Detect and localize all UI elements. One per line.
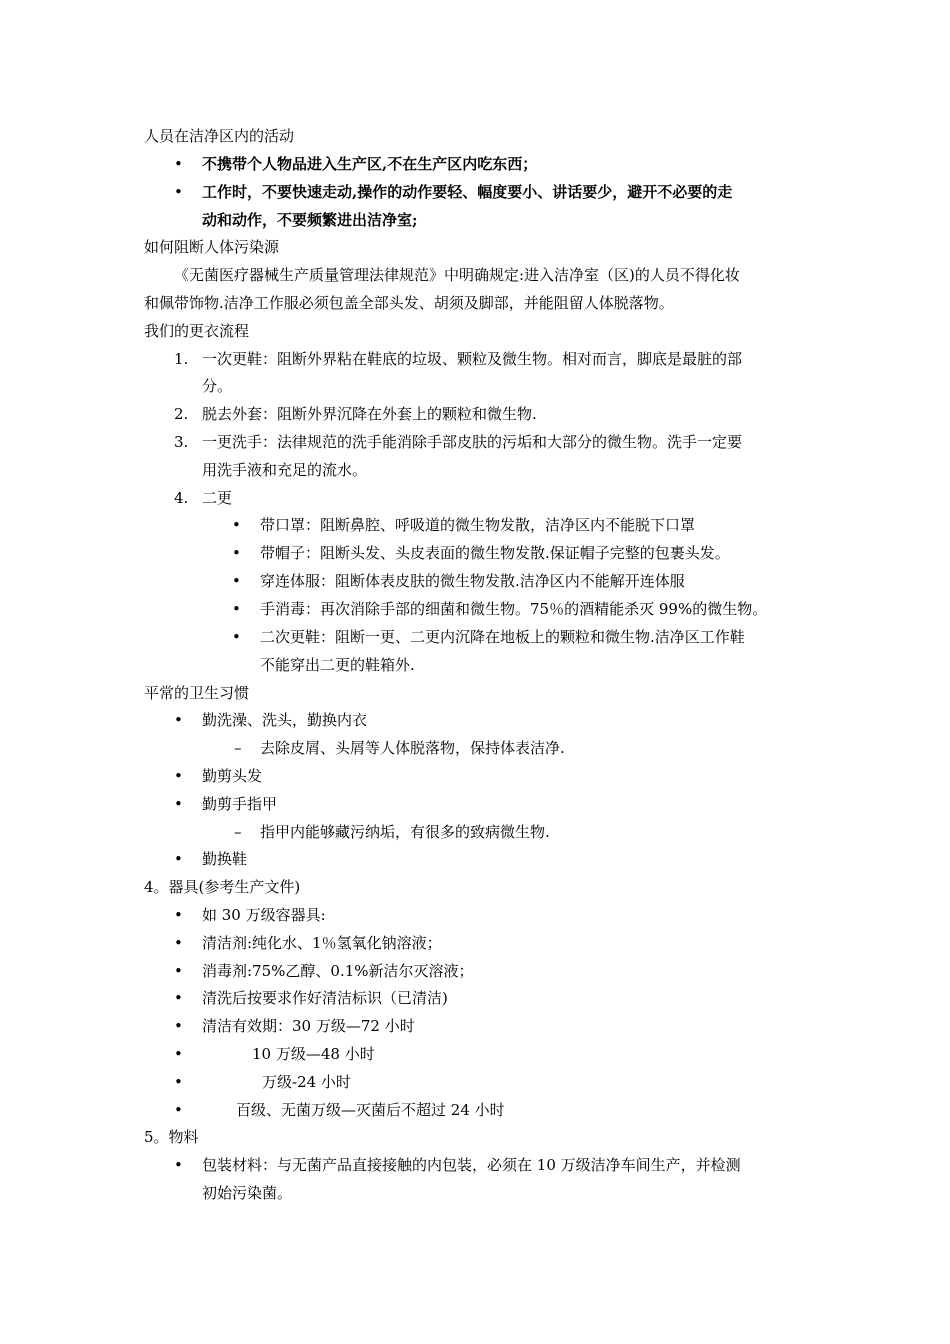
- bullet-marker: •: [232, 544, 241, 562]
- list-item: 勤剪手指甲: [202, 795, 278, 813]
- list-item: 勤换鞋: [202, 850, 248, 868]
- section-heading-contamination: 如何阻断人体污染源: [144, 238, 280, 256]
- list-item-continuation: 用洗手液和充足的流水。: [202, 461, 368, 479]
- sub-list-item: 手消毒：再次消除手部的细菌和微生物。75％的酒精能杀灭 99%的微生物。: [260, 600, 768, 618]
- bullet-marker: •: [174, 1073, 183, 1091]
- bullet-marker: •: [232, 572, 241, 590]
- list-item: 百级、无菌万级—灭菌后不超过 24 小时: [236, 1101, 505, 1119]
- bullet-marker: •: [232, 600, 241, 618]
- bullet-marker: •: [174, 906, 183, 924]
- sub-list-item: 带帽子：阻断头发、头皮表面的微生物发散.保证帽子完整的包裹头发。: [260, 544, 730, 562]
- section-heading-activities: 人员在洁净区内的活动: [144, 127, 295, 145]
- list-item: 如 30 万级容器具:: [202, 906, 326, 924]
- sub-list-item-continuation: 不能穿出二更的鞋箱外.: [260, 656, 415, 674]
- paragraph-line: 《无菌医疗器械生产质量管理法律规范》中明确规定:进入洁净室（区)的人员不得化妆: [174, 266, 740, 284]
- dash-marker: –: [234, 739, 242, 757]
- bullet-marker: •: [174, 1017, 183, 1035]
- dash-marker: –: [234, 823, 242, 841]
- list-item-continuation: 动和动作，不要频繁进出洁净室;: [202, 211, 418, 229]
- bullet-marker: •: [174, 850, 183, 868]
- number-marker: 2.: [174, 405, 189, 423]
- paragraph-line: 和佩带饰物.洁净工作服必须包盖全部头发、胡须及脚部，并能阻留人体脱落物。: [144, 294, 674, 312]
- bullet-marker: •: [174, 1156, 183, 1174]
- list-item: 清洁有效期：30 万级—72 小时: [202, 1017, 415, 1035]
- section-heading-hygiene: 平常的卫生习惯: [144, 684, 250, 702]
- list-item: 清洗后按要求作好清洁标识（已清洁): [202, 989, 448, 1007]
- bullet-marker: •: [174, 767, 183, 785]
- list-item: 工作时，不要快速走动,操作的动作要轻、幅度要小、讲话要少，避开不必要的走: [202, 183, 733, 201]
- list-item-continuation: 初始污染菌。: [202, 1184, 293, 1202]
- number-marker: 1.: [174, 350, 189, 368]
- bullet-marker: •: [232, 628, 241, 646]
- section-heading-equipment: 4。器具(参考生产文件): [144, 878, 301, 896]
- bullet-marker: •: [174, 183, 183, 201]
- list-item: 10 万级—48 小时: [252, 1045, 375, 1063]
- bullet-marker: •: [174, 711, 183, 729]
- sub-list-item: 去除皮屑、头屑等人体脱落物，保持体表洁净.: [260, 739, 565, 757]
- bullet-marker: •: [174, 155, 183, 173]
- list-item: 脱去外套：阻断外界沉降在外套上的颗粒和微生物.: [202, 405, 537, 423]
- sub-list-item: 二次更鞋：阻断一更、二更内沉降在地板上的颗粒和微生物.洁净区工作鞋: [260, 628, 745, 646]
- list-item: 勤洗澡、洗头，勤换内衣: [202, 711, 368, 729]
- list-item: 二更: [202, 489, 233, 507]
- list-item: 万级-24 小时: [262, 1073, 351, 1091]
- sub-list-item: 带口罩：阻断鼻腔、呼吸道的微生物发散，洁净区内不能脱下口罩: [260, 516, 696, 534]
- number-marker: 4.: [174, 489, 189, 507]
- bullet-marker: •: [174, 795, 183, 813]
- number-marker: 3.: [174, 433, 189, 451]
- bullet-marker: •: [232, 516, 241, 534]
- section-heading-materials: 5。物料: [144, 1128, 199, 1146]
- bullet-marker: •: [174, 934, 183, 952]
- list-item: 一次更鞋：阻断外界粘在鞋底的垃圾、颗粒及微生物。相对而言，脚底是最脏的部: [202, 350, 743, 368]
- bullet-marker: •: [174, 962, 183, 980]
- list-item: 消毒剂:75%乙醇、0.1%新洁尔灭溶液；: [202, 962, 474, 980]
- section-heading-gowning: 我们的更衣流程: [144, 322, 250, 340]
- list-item: 勤剪头发: [202, 767, 263, 785]
- bullet-marker: •: [174, 1101, 183, 1119]
- list-item: 一更洗手：法律规范的洗手能消除手部皮肤的污垢和大部分的微生物。洗手一定要: [202, 433, 743, 451]
- bullet-marker: •: [174, 989, 183, 1007]
- sub-list-item: 指甲内能够藏污纳垢，有很多的致病微生物.: [260, 823, 550, 841]
- list-item: 清洁剂:纯化水、1％氢氧化钠溶液；: [202, 934, 442, 952]
- list-item-continuation: 分。: [202, 377, 233, 395]
- bullet-marker: •: [174, 1045, 183, 1063]
- list-item: 包装材料：与无菌产品直接接触的内包装，必须在 10 万级洁净车间生产，并检测: [202, 1156, 741, 1174]
- list-item: 不携带个人物品进入生产区,不在生产区内吃东西；: [202, 155, 538, 173]
- sub-list-item: 穿连体服：阻断体表皮肤的微生物发散.洁净区内不能解开连体服: [260, 572, 685, 590]
